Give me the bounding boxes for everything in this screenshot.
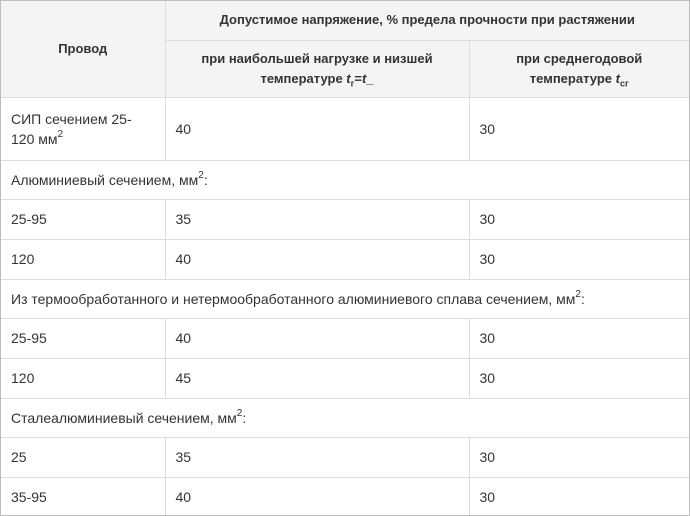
section-title-aluminium [1,160,689,199]
header-conductor: Провод [1,1,165,97]
table-row [1,477,689,516]
header-avg [469,40,689,97]
table-row [1,437,689,477]
section-row-aluminium [1,160,689,199]
cell-max-load: 40 [165,239,469,279]
header-row-1 [1,1,689,40]
section-title-steel-aluminium [1,398,689,437]
header-max-load-sub2: _ [366,70,374,86]
cell-section: 25-95 [1,199,165,239]
table-row [1,318,689,358]
cell-sip-name [1,97,165,160]
section-title-text: Из термообработанного и нетермообработанного алюминиевого сплава сечением, мм [11,290,576,307]
sip-name-sup: 2 [57,128,64,140]
cell-section: 120 [1,358,165,398]
header-avg-t: t [615,70,620,86]
section-title-sup: 2 [198,169,204,181]
section-row-steel-aluminium [1,398,689,437]
section-title-suffix: : [203,171,208,188]
cell-avg: 30 [469,477,689,516]
cell-section: 25-95 [1,318,165,358]
cell-avg: 30 [469,318,689,358]
header-max-load-line1: при наибольшей нагрузке и низшей [201,50,433,66]
section-title-text: Сталеалюминиевый сечением, мм [11,409,237,426]
section-row-alloy [1,279,689,318]
header-avg-line1: при среднегодовой [516,50,643,66]
table-row-sip [1,97,689,160]
header-max-load [165,40,469,97]
header-avg-sub: сг [619,78,629,89]
sip-name-text: СИП сечением 25-120 мм [11,110,132,147]
header-max-load-eq: = [354,70,362,86]
cell-section: 35-95 [1,477,165,516]
cell-sip-avg: 30 [469,97,689,160]
cell-sip-max-load: 40 [165,97,469,160]
section-title-text: Алюминиевый сечением, мм [11,171,199,188]
section-title-alloy [1,279,689,318]
table-row [1,239,689,279]
cell-max-load: 35 [165,437,469,477]
cell-max-load: 40 [165,477,469,516]
header-max-load-t2: t [361,70,367,86]
header-max-load-t1: t [346,70,351,86]
header-max-load-sub1: г [350,78,355,89]
cell-avg: 30 [469,199,689,239]
table-row [1,199,689,239]
cell-section: 120 [1,239,165,279]
section-title-sup: 2 [236,407,243,419]
cell-section: 25 [1,437,165,477]
table-row [1,358,689,398]
cell-max-load: 45 [165,358,469,398]
cell-max-load: 40 [165,318,469,358]
cell-max-load: 35 [165,199,469,239]
section-title-suffix: : [580,290,585,307]
cell-avg: 30 [469,437,689,477]
cell-avg: 30 [469,358,689,398]
cell-avg: 30 [469,239,689,279]
header-group-title: Допустимое напряжение, % предела прочности при растяжении [165,1,689,40]
allowable-stress-table [1,1,689,516]
header-avg-prefix: температуре [529,70,616,86]
header-max-load-prefix: температуре [260,70,347,86]
section-title-suffix: : [242,409,247,426]
section-title-sup: 2 [575,288,581,300]
